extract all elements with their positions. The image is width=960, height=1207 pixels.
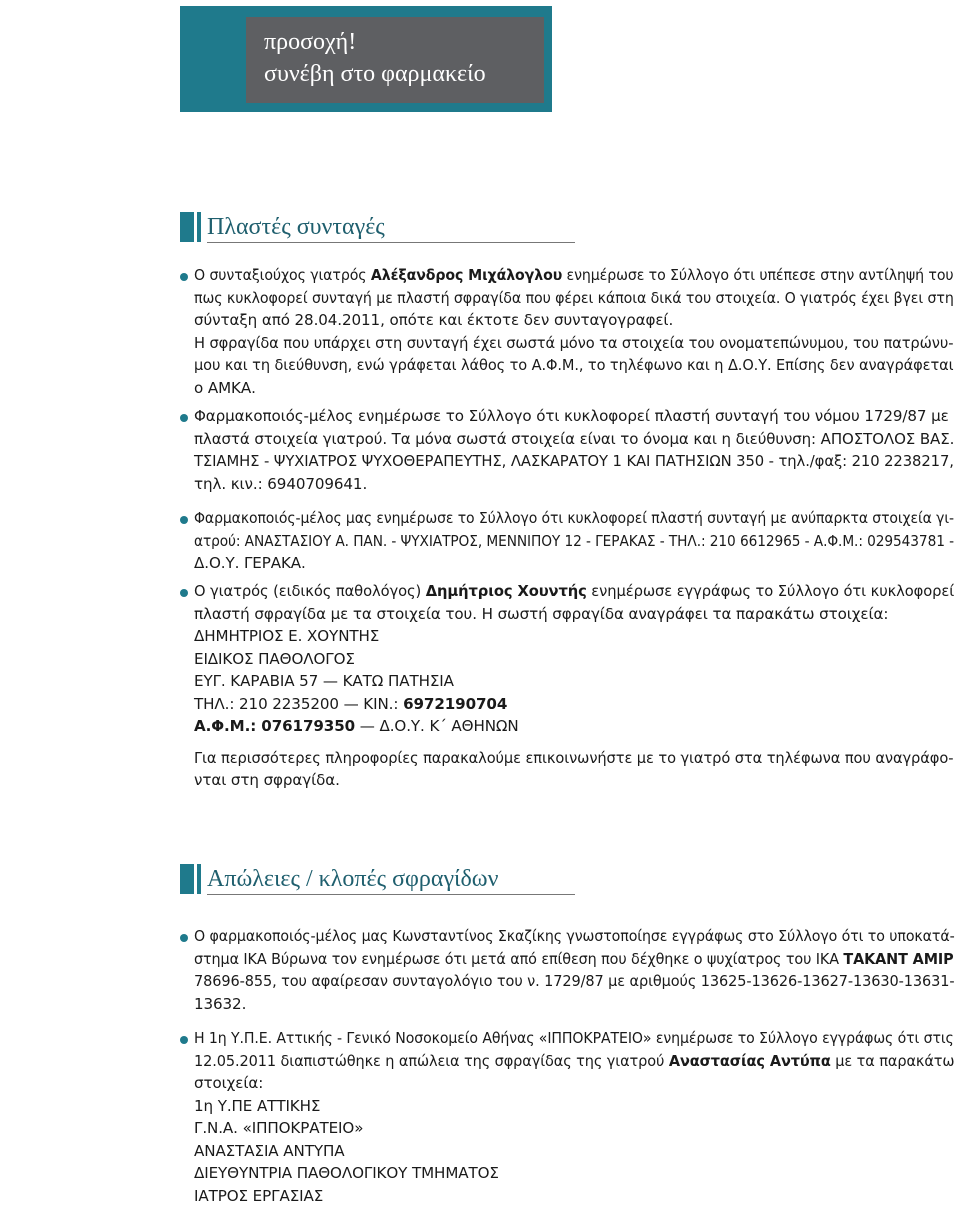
text-line: Δ.Ο.Υ. ΓΕΡΑΚΑ. <box>194 552 954 575</box>
text-line: σύνταξη από 28.04.2011, οπότε και έκτοτε δεν συνταγογραφεί. <box>194 309 954 332</box>
bullet-icon <box>180 516 188 524</box>
stamp-line: ΔΙΕΥΘΥΝΤΡΙΑ ΠΑΘΟΛΟΓΙΚΟΥ ΤΜΗΜΑΤΟΣ <box>194 1162 954 1185</box>
bullet-icon <box>180 273 188 281</box>
doctor-name: Αλέξανδρος Μιχάλογλου <box>371 266 562 284</box>
list-item <box>194 1027 958 1207</box>
stamp-line: ΕΥΓ. ΚΑΡΑΒΙΑ 57 — ΚΑΤΩ ΠΑΤΗΣΙΑ <box>194 670 954 693</box>
text-line: στημα ΙΚΑ Βύρωνα τον ενημέρωσε ότι μετά από επίθεση που δέχθηκε ο ψυχίατρος του ΙΚΑ ΤΑΚΑΝΤ ΑΜΙΡ <box>194 948 916 971</box>
doctor-name: Αναστασίας Αντύπα <box>669 1052 831 1070</box>
heading-underline <box>207 894 575 895</box>
text-line: ΤΣΙΑΜΗΣ - ΨΥΧΙΑΤΡΟΣ ΨΥΧΟΘΕΡΑΠΕΥΤΗΣ, ΛΑΣΚΑΡΑΤΟΥ 1 ΚΑΙ ΠΑΤΗΣΙΩΝ 350 - τηλ./φαξ: 210 2238217, <box>194 450 937 473</box>
text-line: ατρού: ΑΝΑΣΤΑΣΙΟΥ Α. ΠΑΝ. - ΨΥΧΙΑΤΡΟΣ, ΜΕΝΝΙΠΟΥ 12 - ΓΕΡΑΚΑΣ - ΤΗΛ.: 210 6612965 - Α.Φ.Μ.: 029543781 - <box>194 530 884 553</box>
text-line: Ο γιατρός (ειδικός παθολόγος) Δημήτριος Χουντής ενημέρωσε εγγράφως το Σύλλογο ότι κυκλοφορεί <box>194 580 934 603</box>
text-line: πλαστή σφραγίδα με τα στοιχεία του. Η σωστή σφραγίδα αναγράφει τα παρακάτω στοιχεία: <box>194 603 954 626</box>
text-line: Φαρμακοποιός-μέλος μας ενημέρωσε το Σύλλογο ότι κυκλοφορεί πλαστή συνταγή με ανύπαρκτα στοιχεία γι- <box>194 507 898 530</box>
text-line: Η σφραγίδα που υπάρχει στη συνταγή έχει σωστά μόνο τα στοιχεία του ονοματεπώνυμου, του πατρώνυ- <box>194 332 930 355</box>
list-item <box>194 925 958 1015</box>
text-line: πως κυκλοφορεί συνταγή με πλαστή σφραγίδα που φέρει κάποια δικά του στοιχεία. Ο γιατρός έχει βγει στη <box>194 287 908 310</box>
text-line: Φαρμακοποιός-μέλος ενημέρωσε το Σύλλογο ότι κυκλοφορεί πλαστή συνταγή του νόμου 1729/87 με <box>194 405 954 428</box>
stamp-line: ΙΑΤΡΟΣ ΕΡΓΑΣΙΑΣ <box>194 1185 954 1207</box>
doctor-name: ΤΑΚΑΝΤ ΑΜΙΡ <box>843 950 953 968</box>
text-line: πλαστά στοιχεία γιατρού. Τα μόνα σωστά στοιχεία είναι το όνομα και η διεύθυνση: ΑΠΟΣΤΟΛΟΣ ΒΑΣ. <box>194 428 949 451</box>
banner-line-1: προσοχή! <box>264 26 486 58</box>
heading-bar-thin <box>197 864 201 894</box>
heading-bar-thin <box>197 212 201 242</box>
bullet-icon <box>180 589 188 597</box>
list-item <box>194 507 958 575</box>
stamp-line: ΕΙΔΙΚΟΣ ΠΑΘΟΛΟΓΟΣ <box>194 648 954 671</box>
section-title: Πλαστές συνταγές <box>207 214 385 241</box>
banner-title <box>264 26 486 90</box>
list-item <box>194 264 958 399</box>
text-line: Η 1η Υ.Π.Ε. Αττικής - Γενικό Νοσοκομείο Αθήνας «ΙΠΠΟΚΡΑΤΕΙΟ» ενημέρωσε το Σύλλογο εγγράφως ότι στις <box>194 1027 903 1050</box>
text-line: μου και τη διεύθυνση, ενώ γράφεται λάθος το Α.Φ.Μ., το τηλέφωνο και η Δ.Ο.Υ. Επίσης δεν αναγράφεται <box>194 354 926 377</box>
text-line: Για περισσότερες πληροφορίες παρακαλούμε επικοινωνήστε με το γιατρό στα τηλέφωνα που αναγράφο- <box>194 747 930 770</box>
bullet-icon <box>180 414 188 422</box>
heading-bar <box>180 864 194 894</box>
text-line: 13632. <box>194 993 954 1016</box>
text-line: νται στη σφραγίδα. <box>194 769 954 792</box>
bullet-icon <box>180 1036 188 1044</box>
text-line: 12.05.2011 διαπιστώθηκε η απώλεια της σφραγίδας της γιατρού Αναστασίας Αντύπα με τα παρακάτω <box>194 1050 923 1073</box>
text-line: Ο φαρμακοποιός-μέλος μας Κωνσταντίνος Σκαζίκης γνωστοποίησε εγγράφως στο Σύλλογο ότι το υποκατά- <box>194 925 908 948</box>
stamp-line: ΑΝΑΣΤΑΣΙΑ ΑΝΤΥΠΑ <box>194 1140 954 1163</box>
stamp-line: 1η Υ.ΠΕ ΑΤΤΙΚΗΣ <box>194 1095 954 1118</box>
list-item <box>194 405 958 495</box>
stamp-line: ΤΗΛ.: 210 2235200 — ΚΙΝ.: 6972190704 <box>194 693 954 716</box>
text-line: 78696-855, του αφαίρεσαν συνταγολόγιο του ν. 1729/87 με αριθμούς 13625-13626-13627-13630-13631- <box>194 970 923 993</box>
text-line: Ο συνταξιούχος γιατρός Αλέξανδρος Μιχάλογλου ενημέρωσε το Σύλλογο ότι υπέπεσε στην αντίληψή του <box>194 264 905 287</box>
banner-line-2: συνέβη στο φαρμακείο <box>264 58 486 90</box>
text-line: τηλ. κιν.: 6940709641. <box>194 473 954 496</box>
bullet-icon <box>180 934 188 942</box>
text-line: στοιχεία: <box>194 1072 954 1095</box>
heading-bar <box>180 212 194 242</box>
text-line: ο ΑΜΚΑ. <box>194 377 954 400</box>
doctor-name: Δημήτριος Χουντής <box>426 582 587 600</box>
stamp-line: ΔΗΜΗΤΡΙΟΣ Ε. ΧΟΥΝΤΗΣ <box>194 625 954 648</box>
stamp-line: Α.Φ.Μ.: 076179350 — Δ.Ο.Υ. Κ΄ ΑΘΗΝΩΝ <box>194 715 954 738</box>
section-title: Απώλειες / κλοπές σφραγίδων <box>207 866 498 893</box>
stamp-line: Γ.Ν.Α. «ΙΠΠΟΚΡΑΤΕΙΟ» <box>194 1117 954 1140</box>
list-item <box>194 580 958 792</box>
heading-underline <box>207 242 575 243</box>
